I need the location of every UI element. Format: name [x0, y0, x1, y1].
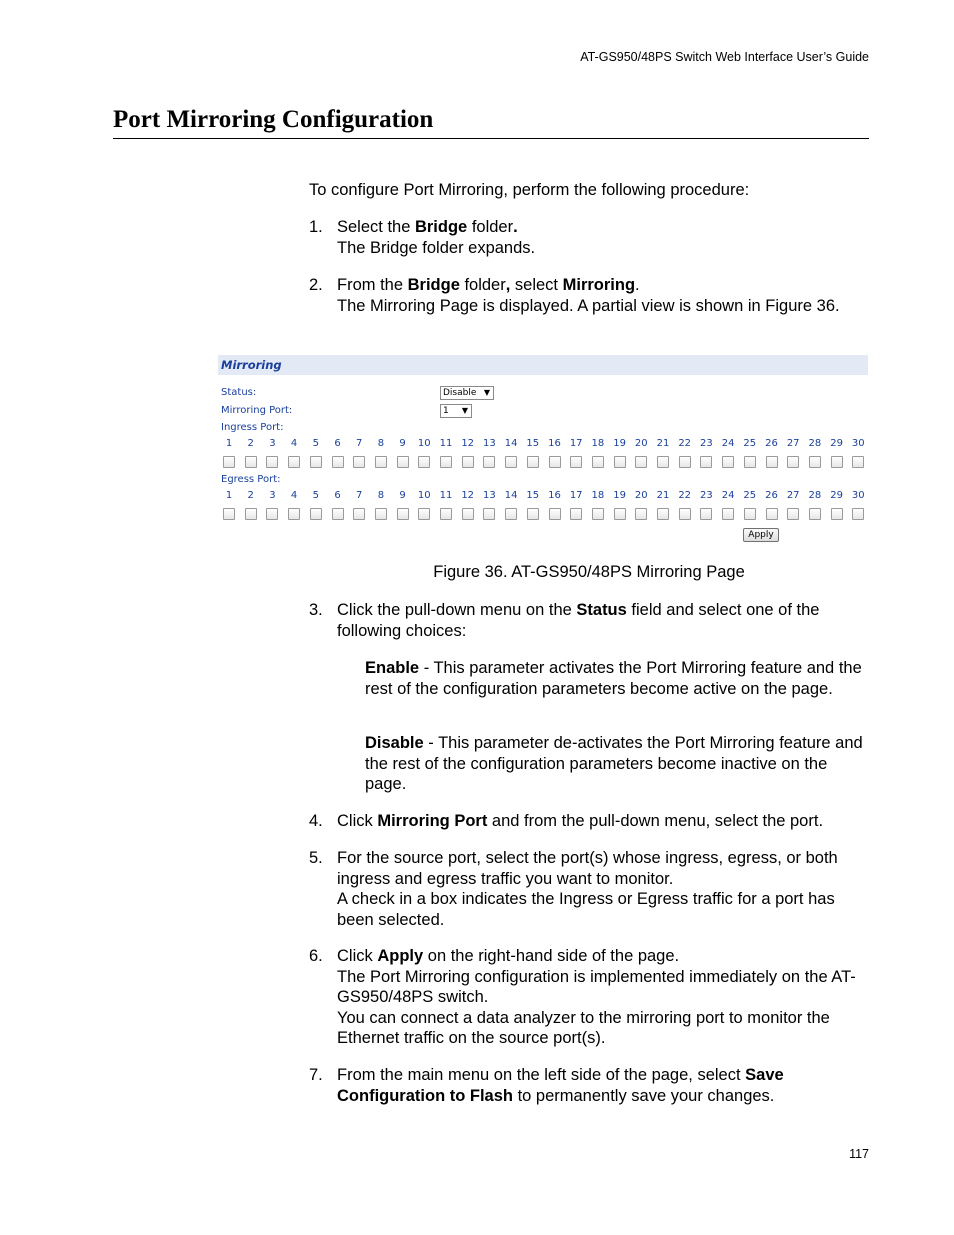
- step-5-instruction: For the source port, select the port(s) whose ingress, egress, or both ingress and egress traffic you want to monitor.: [337, 849, 838, 888]
- port-number: 2: [247, 438, 254, 449]
- ingress-port-24-checkbox[interactable]: [722, 456, 734, 468]
- egress-port-3-checkbox[interactable]: [266, 508, 278, 520]
- ingress-port-12-checkbox[interactable]: [462, 456, 474, 468]
- egress-port-20-checkbox[interactable]: [635, 508, 647, 520]
- egress-port-15-checkbox[interactable]: [527, 508, 539, 520]
- port-number: 26: [765, 438, 778, 449]
- egress-port-10-checkbox[interactable]: [418, 508, 430, 520]
- port-number: 1: [225, 490, 233, 501]
- egress-port-6-checkbox[interactable]: [332, 508, 344, 520]
- step-1-instruction: Select the Bridge folder.: [337, 218, 518, 236]
- intro-paragraph: To configure Port Mirroring, perform the following procedure:: [309, 181, 750, 199]
- egress-port-30-checkbox[interactable]: [852, 508, 864, 520]
- step-6-note: You can connect a data analyzer to the mirroring port to monitor the Ethernet traffic on the source port(s).: [337, 1008, 830, 1047]
- port-number: 16: [548, 490, 561, 501]
- egress-port-23-checkbox[interactable]: [700, 508, 712, 520]
- ingress-port-26-checkbox[interactable]: [766, 456, 778, 468]
- port-number: 19: [613, 490, 626, 501]
- ingress-port-22-checkbox[interactable]: [679, 456, 691, 468]
- port-number: 6: [334, 438, 341, 449]
- port-number: 12: [461, 438, 475, 449]
- ingress-port-8-checkbox[interactable]: [375, 456, 387, 468]
- port-number: 20: [634, 438, 648, 449]
- port-number: 12: [461, 490, 475, 501]
- port-number: 27: [786, 490, 800, 501]
- egress-port-26-checkbox[interactable]: [766, 508, 778, 520]
- ingress-port-3-checkbox[interactable]: [266, 456, 278, 468]
- ingress-port-17-checkbox[interactable]: [570, 456, 582, 468]
- port-number: 4: [290, 438, 298, 449]
- status-select-value: Disable: [443, 388, 477, 398]
- disable-description: Disable - This parameter de-activates the Port Mirroring feature and the rest of the configuration parameters become inactive on the page.: [365, 734, 863, 793]
- ingress-port-25-checkbox[interactable]: [744, 456, 756, 468]
- port-number: 18: [591, 490, 605, 501]
- port-number: 5: [312, 490, 319, 501]
- port-number: 14: [504, 438, 518, 449]
- ingress-port-5-checkbox[interactable]: [310, 456, 322, 468]
- ingress-port-16-checkbox[interactable]: [549, 456, 561, 468]
- port-number: 25: [743, 438, 757, 449]
- port-number: 27: [786, 438, 800, 449]
- step-7-instruction: From the main menu on the left side of the page, select Save Configuration to Flash to permanently save your changes.: [337, 1066, 784, 1105]
- section-title: Port Mirroring Configuration: [113, 106, 869, 139]
- step-6-instruction: Click Apply on the right-hand side of the page.: [337, 947, 680, 965]
- mirroring-port-label: Mirroring Port:: [221, 405, 293, 416]
- egress-port-17-checkbox[interactable]: [570, 508, 582, 520]
- port-number: 7: [356, 490, 363, 501]
- egress-port-29-checkbox[interactable]: [831, 508, 843, 520]
- egress-port-14-checkbox[interactable]: [505, 508, 517, 520]
- egress-port-label: Egress Port:: [221, 474, 281, 485]
- step-1: [309, 217, 869, 258]
- step-number: 4.: [309, 812, 323, 830]
- step-5: [309, 848, 869, 930]
- port-number: 13: [483, 438, 496, 449]
- port-number: 21: [656, 490, 670, 501]
- port-number: 3: [269, 490, 276, 501]
- ingress-port-13-checkbox[interactable]: [483, 456, 495, 468]
- port-number: 20: [634, 490, 648, 501]
- egress-port-1-checkbox[interactable]: [223, 508, 235, 520]
- port-number: 11: [439, 490, 453, 501]
- port-number: 24: [721, 438, 735, 449]
- port-number: 8: [377, 438, 385, 449]
- egress-port-7-checkbox[interactable]: [353, 508, 365, 520]
- egress-port-13-checkbox[interactable]: [483, 508, 495, 520]
- egress-port-22-checkbox[interactable]: [679, 508, 691, 520]
- egress-port-5-checkbox[interactable]: [310, 508, 322, 520]
- port-number: 19: [613, 438, 626, 449]
- ingress-port-1-checkbox[interactable]: [223, 456, 235, 468]
- step-number: 7.: [309, 1066, 323, 1084]
- step-number: 2.: [309, 276, 323, 294]
- egress-port-24-checkbox[interactable]: [722, 508, 734, 520]
- port-number: 14: [504, 490, 518, 501]
- port-number: 28: [808, 438, 822, 449]
- step-5-note: A check in a box indicates the Ingress or Egress traffic for a port has been selected.: [337, 890, 835, 929]
- status-select[interactable]: [440, 386, 494, 400]
- egress-port-28-checkbox[interactable]: [809, 508, 821, 520]
- ingress-port-18-checkbox[interactable]: [592, 456, 604, 468]
- egress-port-4-checkbox[interactable]: [288, 508, 300, 520]
- port-number: 10: [417, 438, 431, 449]
- port-number: 5: [312, 438, 319, 449]
- port-number: 24: [721, 490, 735, 501]
- port-number: 1: [225, 438, 233, 449]
- step-7: [309, 1065, 869, 1106]
- port-number: 18: [591, 438, 605, 449]
- ingress-port-30-checkbox[interactable]: [852, 456, 864, 468]
- port-number: 8: [377, 490, 385, 501]
- step-3: [309, 600, 869, 641]
- port-number: 30: [851, 490, 865, 501]
- port-number: 4: [290, 490, 298, 501]
- port-number: 22: [678, 490, 692, 501]
- figure-caption: Figure 36. AT-GS950/48PS Mirroring Page: [433, 563, 745, 581]
- step-4: [309, 811, 869, 832]
- port-number: 10: [417, 490, 431, 501]
- mirroring-header: Mirroring: [218, 355, 868, 375]
- ingress-port-15-checkbox[interactable]: [527, 456, 539, 468]
- ingress-port-27-checkbox[interactable]: [787, 456, 799, 468]
- chevron-down-icon: ▼: [483, 388, 490, 397]
- ingress-port-9-checkbox[interactable]: [397, 456, 409, 468]
- step-1-result: The Bridge folder expands.: [337, 238, 536, 257]
- egress-port-19-checkbox[interactable]: [614, 508, 626, 520]
- mirroring-port-select[interactable]: [440, 404, 472, 418]
- apply-button[interactable]: Apply: [743, 528, 779, 542]
- step-2: [309, 275, 869, 316]
- enable-description: Enable - This parameter activates the Port Mirroring feature and the rest of the configuration parameters become active on the page.: [365, 659, 862, 698]
- ingress-port-numbers: [218, 438, 868, 450]
- port-number: 29: [830, 438, 843, 449]
- mirroring-page-figure: [218, 355, 868, 545]
- port-number: 15: [526, 490, 540, 501]
- status-label: Status:: [221, 387, 257, 398]
- port-number: 17: [569, 490, 583, 501]
- port-number: 17: [569, 438, 583, 449]
- egress-port-12-checkbox[interactable]: [462, 508, 474, 520]
- step-number: 5.: [309, 849, 323, 867]
- port-number: 30: [851, 438, 865, 449]
- egress-port-27-checkbox[interactable]: [787, 508, 799, 520]
- port-number: 23: [700, 490, 713, 501]
- port-number: 25: [743, 490, 757, 501]
- ingress-port-7-checkbox[interactable]: [353, 456, 365, 468]
- step-6-result: The Port Mirroring configuration is implemented immediately on the AT-GS950/48PS switch.: [337, 967, 856, 1006]
- ingress-port-28-checkbox[interactable]: [809, 456, 821, 468]
- step-number: 6.: [309, 947, 323, 965]
- step-3-instruction: Click the pull-down menu on the Status field and select one of the following choices:: [337, 601, 820, 640]
- chevron-down-icon: ▼: [461, 406, 468, 415]
- port-number: 22: [678, 438, 692, 449]
- port-number: 26: [765, 490, 778, 501]
- egress-port-numbers: [218, 490, 868, 502]
- egress-port-25-checkbox[interactable]: [744, 508, 756, 520]
- port-number: 21: [656, 438, 670, 449]
- port-number: 28: [808, 490, 822, 501]
- port-number: 13: [483, 490, 496, 501]
- egress-port-11-checkbox[interactable]: [440, 508, 452, 520]
- ingress-port-23-checkbox[interactable]: [700, 456, 712, 468]
- port-number: 29: [830, 490, 843, 501]
- step-number: 1.: [309, 218, 323, 236]
- port-number: 9: [399, 490, 406, 501]
- step-number: 3.: [309, 601, 323, 619]
- ingress-port-14-checkbox[interactable]: [505, 456, 517, 468]
- mirroring-port-select-value: 1: [443, 406, 449, 416]
- egress-port-2-checkbox[interactable]: [245, 508, 257, 520]
- port-number: 7: [356, 438, 363, 449]
- ingress-port-29-checkbox[interactable]: [831, 456, 843, 468]
- ingress-port-2-checkbox[interactable]: [245, 456, 257, 468]
- ingress-port-checkboxes: [218, 456, 868, 468]
- egress-port-8-checkbox[interactable]: [375, 508, 387, 520]
- ingress-port-4-checkbox[interactable]: [288, 456, 300, 468]
- page-number: 117: [849, 1147, 869, 1161]
- step-6: [309, 946, 869, 1049]
- egress-port-21-checkbox[interactable]: [657, 508, 669, 520]
- running-head: AT-GS950/48PS Switch Web Interface User’s Guide: [580, 50, 869, 64]
- egress-port-9-checkbox[interactable]: [397, 508, 409, 520]
- egress-port-16-checkbox[interactable]: [549, 508, 561, 520]
- port-number: 15: [526, 438, 540, 449]
- egress-port-18-checkbox[interactable]: [592, 508, 604, 520]
- port-number: 16: [548, 438, 561, 449]
- step-2-result: The Mirroring Page is displayed. A partial view is shown in Figure 36.: [337, 296, 840, 315]
- port-number: 2: [247, 490, 254, 501]
- ingress-port-20-checkbox[interactable]: [635, 456, 647, 468]
- ingress-port-19-checkbox[interactable]: [614, 456, 626, 468]
- step-2-instruction: From the Bridge folder, select Mirroring.: [337, 276, 640, 294]
- ingress-port-6-checkbox[interactable]: [332, 456, 344, 468]
- step-4-instruction: Click Mirroring Port and from the pull-down menu, select the port.: [337, 812, 824, 830]
- port-number: 23: [700, 438, 713, 449]
- port-number: 9: [399, 438, 406, 449]
- egress-port-checkboxes: [218, 508, 868, 520]
- ingress-port-10-checkbox[interactable]: [418, 456, 430, 468]
- ingress-port-label: Ingress Port:: [221, 422, 284, 433]
- ingress-port-11-checkbox[interactable]: [440, 456, 452, 468]
- ingress-port-21-checkbox[interactable]: [657, 456, 669, 468]
- port-number: 6: [334, 490, 341, 501]
- port-number: 11: [439, 438, 453, 449]
- port-number: 3: [269, 438, 276, 449]
